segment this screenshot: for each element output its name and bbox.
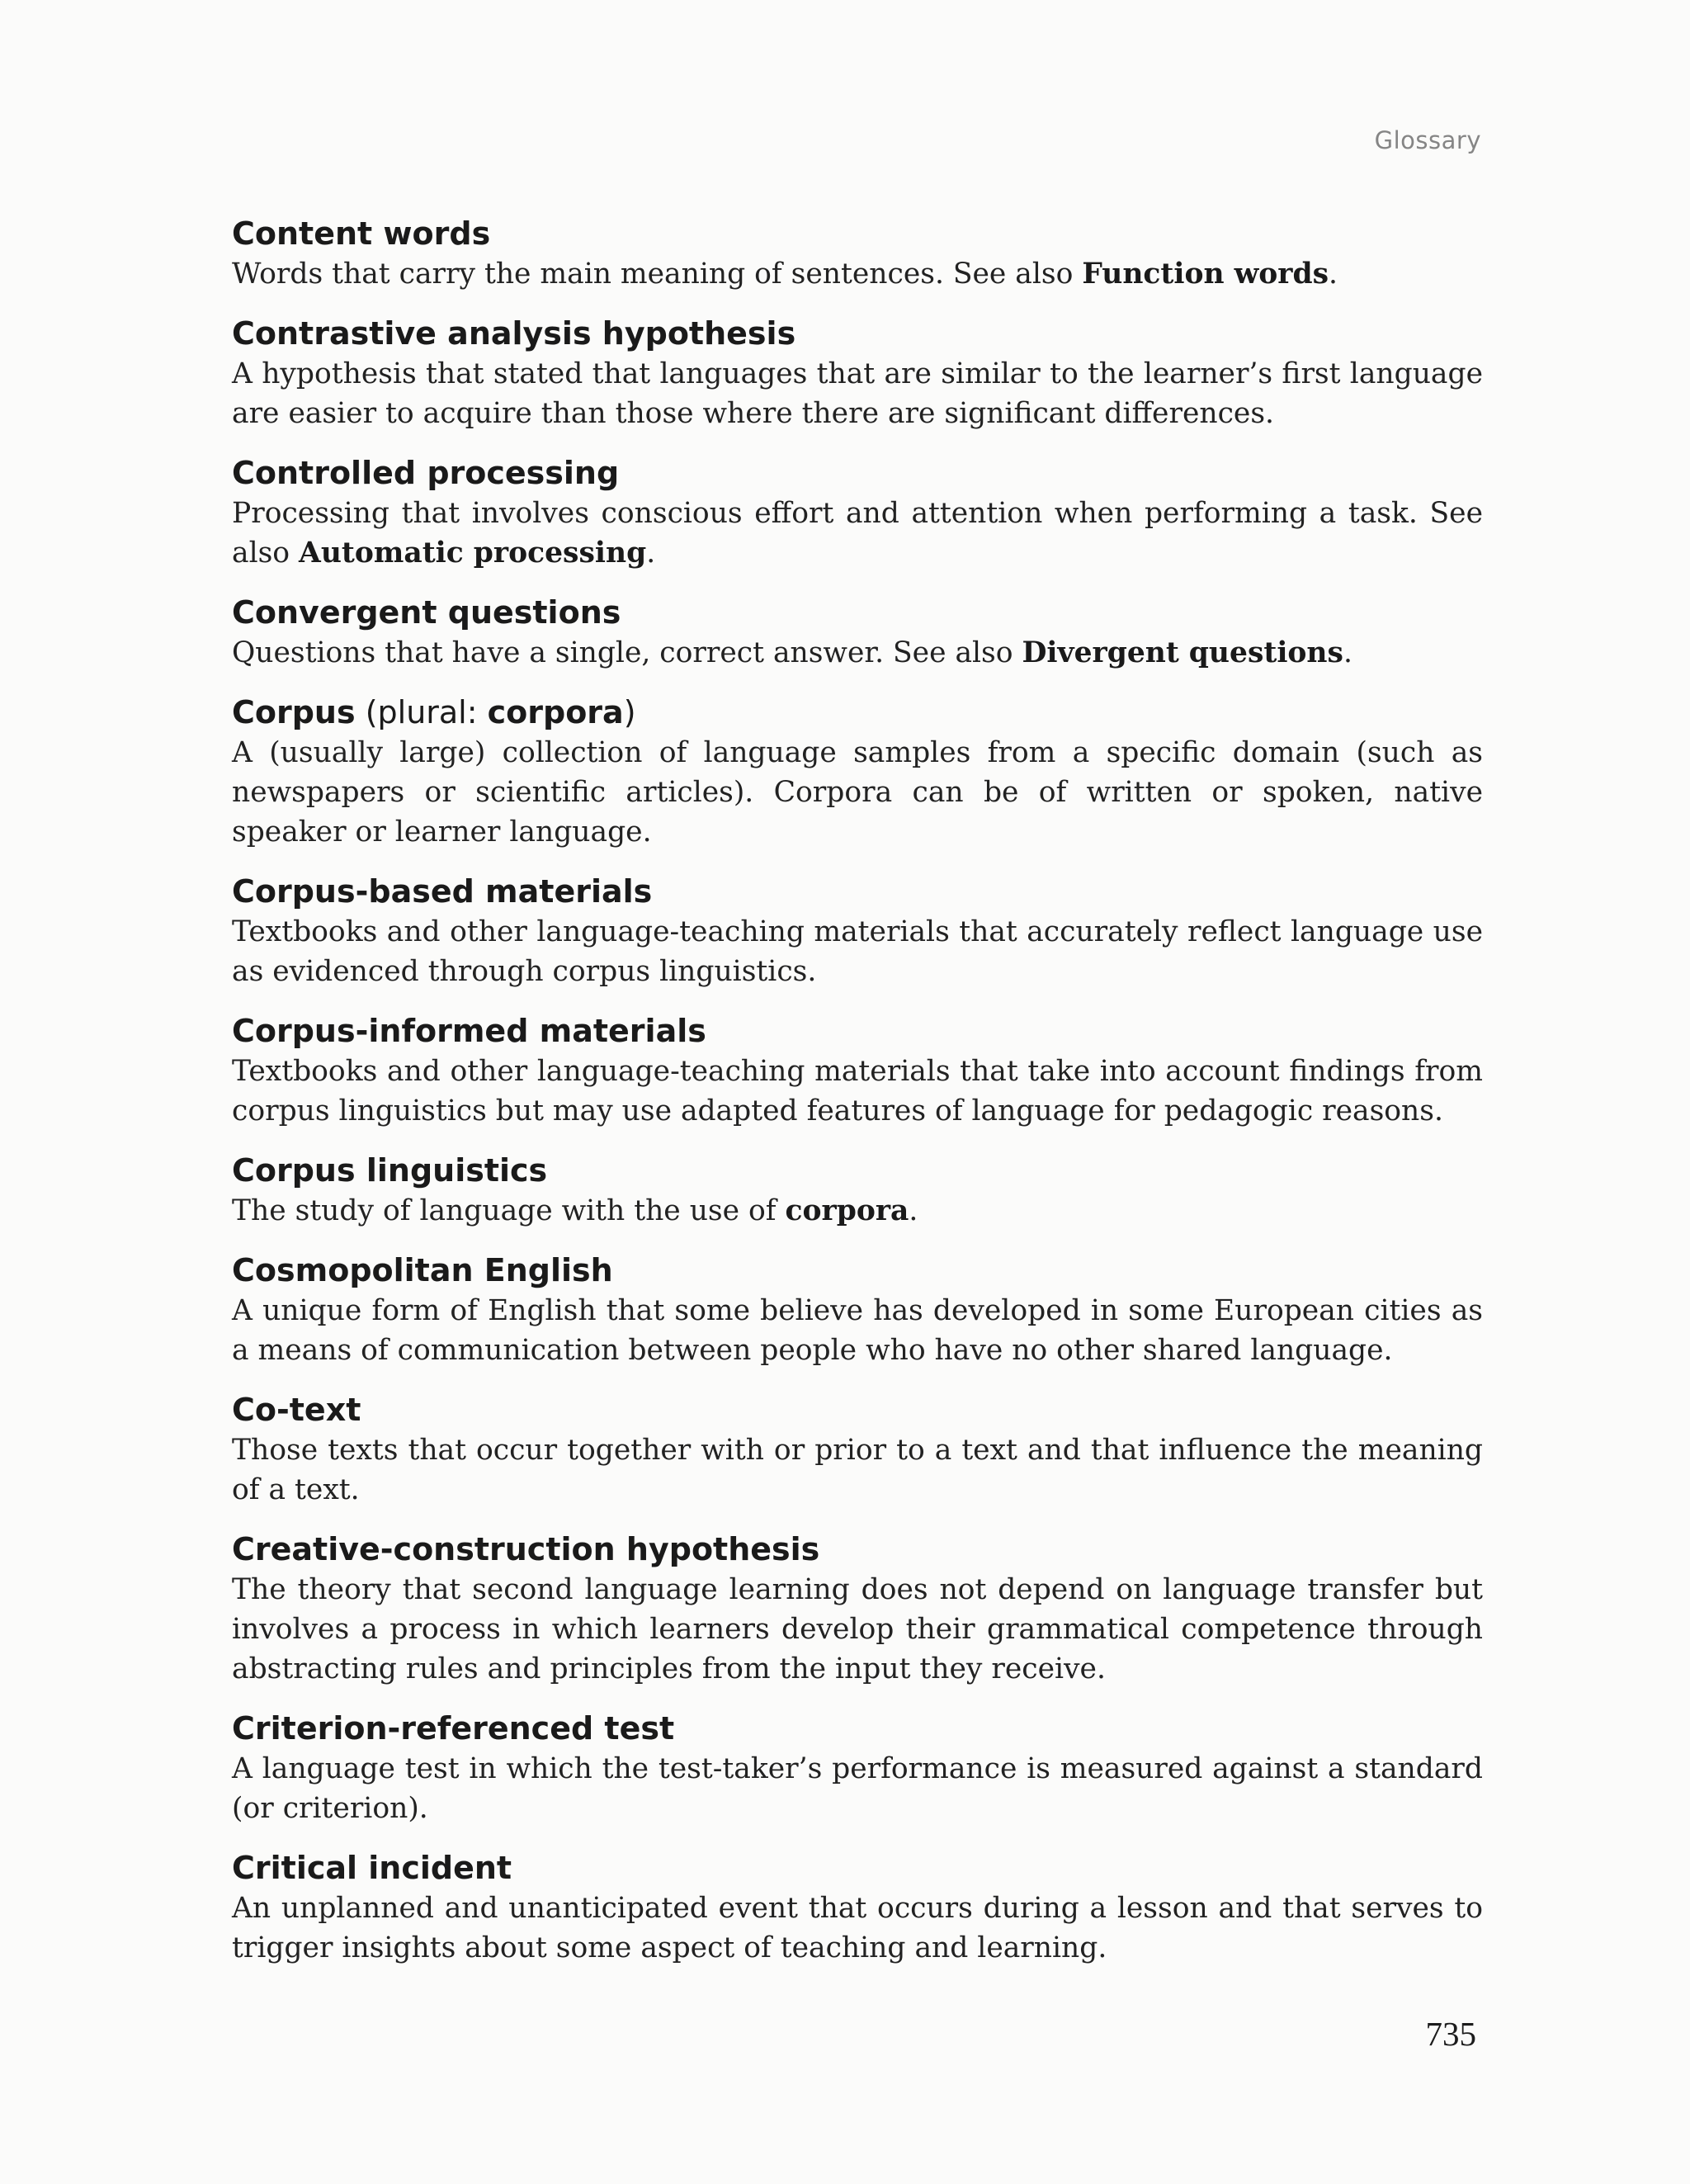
glossary-definition: Those texts that occur together with or prior to a text and that influence the meaning of a text. bbox=[232, 1434, 1483, 1506]
see-also-reference: Divergent questions bbox=[1022, 636, 1343, 669]
glossary-term: Contrastive analysis hypothesis bbox=[232, 315, 796, 352]
glossary-definition bbox=[232, 633, 1483, 673]
glossary-entry bbox=[232, 692, 1483, 852]
glossary-entry bbox=[232, 1010, 1483, 1131]
glossary-term: Corpus-informed materials bbox=[232, 1013, 706, 1049]
definition-text: Words that carry the main meaning of sentences. See also bbox=[232, 258, 1083, 291]
glossary-term: Content words bbox=[232, 215, 491, 252]
definition-text: Processing that involves conscious effort and attention when performing a task. See also bbox=[232, 497, 1483, 570]
glossary-definition: The theory that second language learning does not depend on language transfer but involves a process in which learners develop their grammatical competence through abstracting rules and principles from the input they receive. bbox=[232, 1573, 1483, 1685]
glossary-entry bbox=[232, 1708, 1483, 1828]
glossary-term: Corpus linguistics bbox=[232, 1152, 548, 1189]
glossary-entry bbox=[232, 1529, 1483, 1689]
glossary-entry bbox=[232, 871, 1483, 991]
glossary-definition bbox=[232, 494, 1483, 573]
see-also-reference: Automatic processing bbox=[299, 537, 647, 570]
term-text: Corpus bbox=[232, 694, 356, 730]
glossary-term: Convergent questions bbox=[232, 594, 621, 631]
glossary-list bbox=[232, 213, 1483, 1987]
glossary-definition: A unique form of English that some believe has developed in some European cities as a means of communication between people who have no other shared language. bbox=[232, 1294, 1483, 1367]
glossary-definition: Textbooks and other language-teaching materials that take into account findings from corpus linguistics but may use adapted features of language for pedagogic reasons. bbox=[232, 1055, 1483, 1127]
glossary-definition: An unplanned and unanticipated event that occurs during a lesson and that serves to trigger insights about some aspect of teaching and learning. bbox=[232, 1892, 1483, 1964]
definition-end: . bbox=[646, 537, 656, 570]
definition-text: The study of language with the use of bbox=[232, 1194, 786, 1227]
page-number: 735 bbox=[1425, 2015, 1476, 2053]
glossary-entry bbox=[232, 313, 1483, 433]
glossary-term: Criterion-referenced test bbox=[232, 1710, 675, 1747]
glossary-entry bbox=[232, 592, 1483, 673]
plural-note-close: ) bbox=[623, 694, 636, 730]
glossary-entry bbox=[232, 213, 1483, 294]
see-also-reference: corpora bbox=[785, 1194, 909, 1227]
glossary-term: Critical incident bbox=[232, 1850, 512, 1886]
glossary-definition bbox=[232, 254, 1483, 294]
running-head: Glossary bbox=[1374, 126, 1481, 154]
glossary-term: Cosmopolitan English bbox=[232, 1252, 613, 1288]
glossary-term: Corpus-based materials bbox=[232, 873, 653, 910]
glossary-entry bbox=[232, 1150, 1483, 1231]
glossary-term: Co-text bbox=[232, 1392, 361, 1428]
glossary-entry bbox=[232, 1250, 1483, 1370]
glossary-term: Creative-construction hypothesis bbox=[232, 1531, 820, 1567]
glossary-term bbox=[232, 692, 1483, 733]
plural-note-open: (plural: bbox=[355, 694, 488, 730]
definition-end: . bbox=[1343, 636, 1352, 669]
glossary-definition bbox=[232, 1191, 1483, 1231]
see-also-reference: Function words bbox=[1082, 258, 1329, 291]
glossary-entry bbox=[232, 452, 1483, 573]
definition-end: . bbox=[1329, 258, 1338, 291]
definition-text: Questions that have a single, correct answer. See also bbox=[232, 636, 1022, 669]
glossary-entry bbox=[232, 1389, 1483, 1510]
glossary-definition: A (usually large) collection of language samples from a specific domain (such as newspapers or scientific articles). Corpora can be of written or spoken, native speaker or learner language. bbox=[232, 736, 1483, 849]
glossary-definition: A language test in which the test-taker’s performance is measured against a standard (or criterion). bbox=[232, 1752, 1483, 1825]
glossary-definition: Textbooks and other language-teaching materials that accurately reflect language use as evidenced through corpus linguistics. bbox=[232, 915, 1483, 988]
glossary-term: Controlled processing bbox=[232, 455, 620, 491]
definition-end: . bbox=[909, 1194, 918, 1227]
plural-form: corpora bbox=[487, 694, 624, 730]
glossary-entry bbox=[232, 1847, 1483, 1968]
glossary-definition: A hypothesis that stated that languages that are similar to the learner’s first language are easier to acquire than those where there are significant differences. bbox=[232, 357, 1483, 430]
